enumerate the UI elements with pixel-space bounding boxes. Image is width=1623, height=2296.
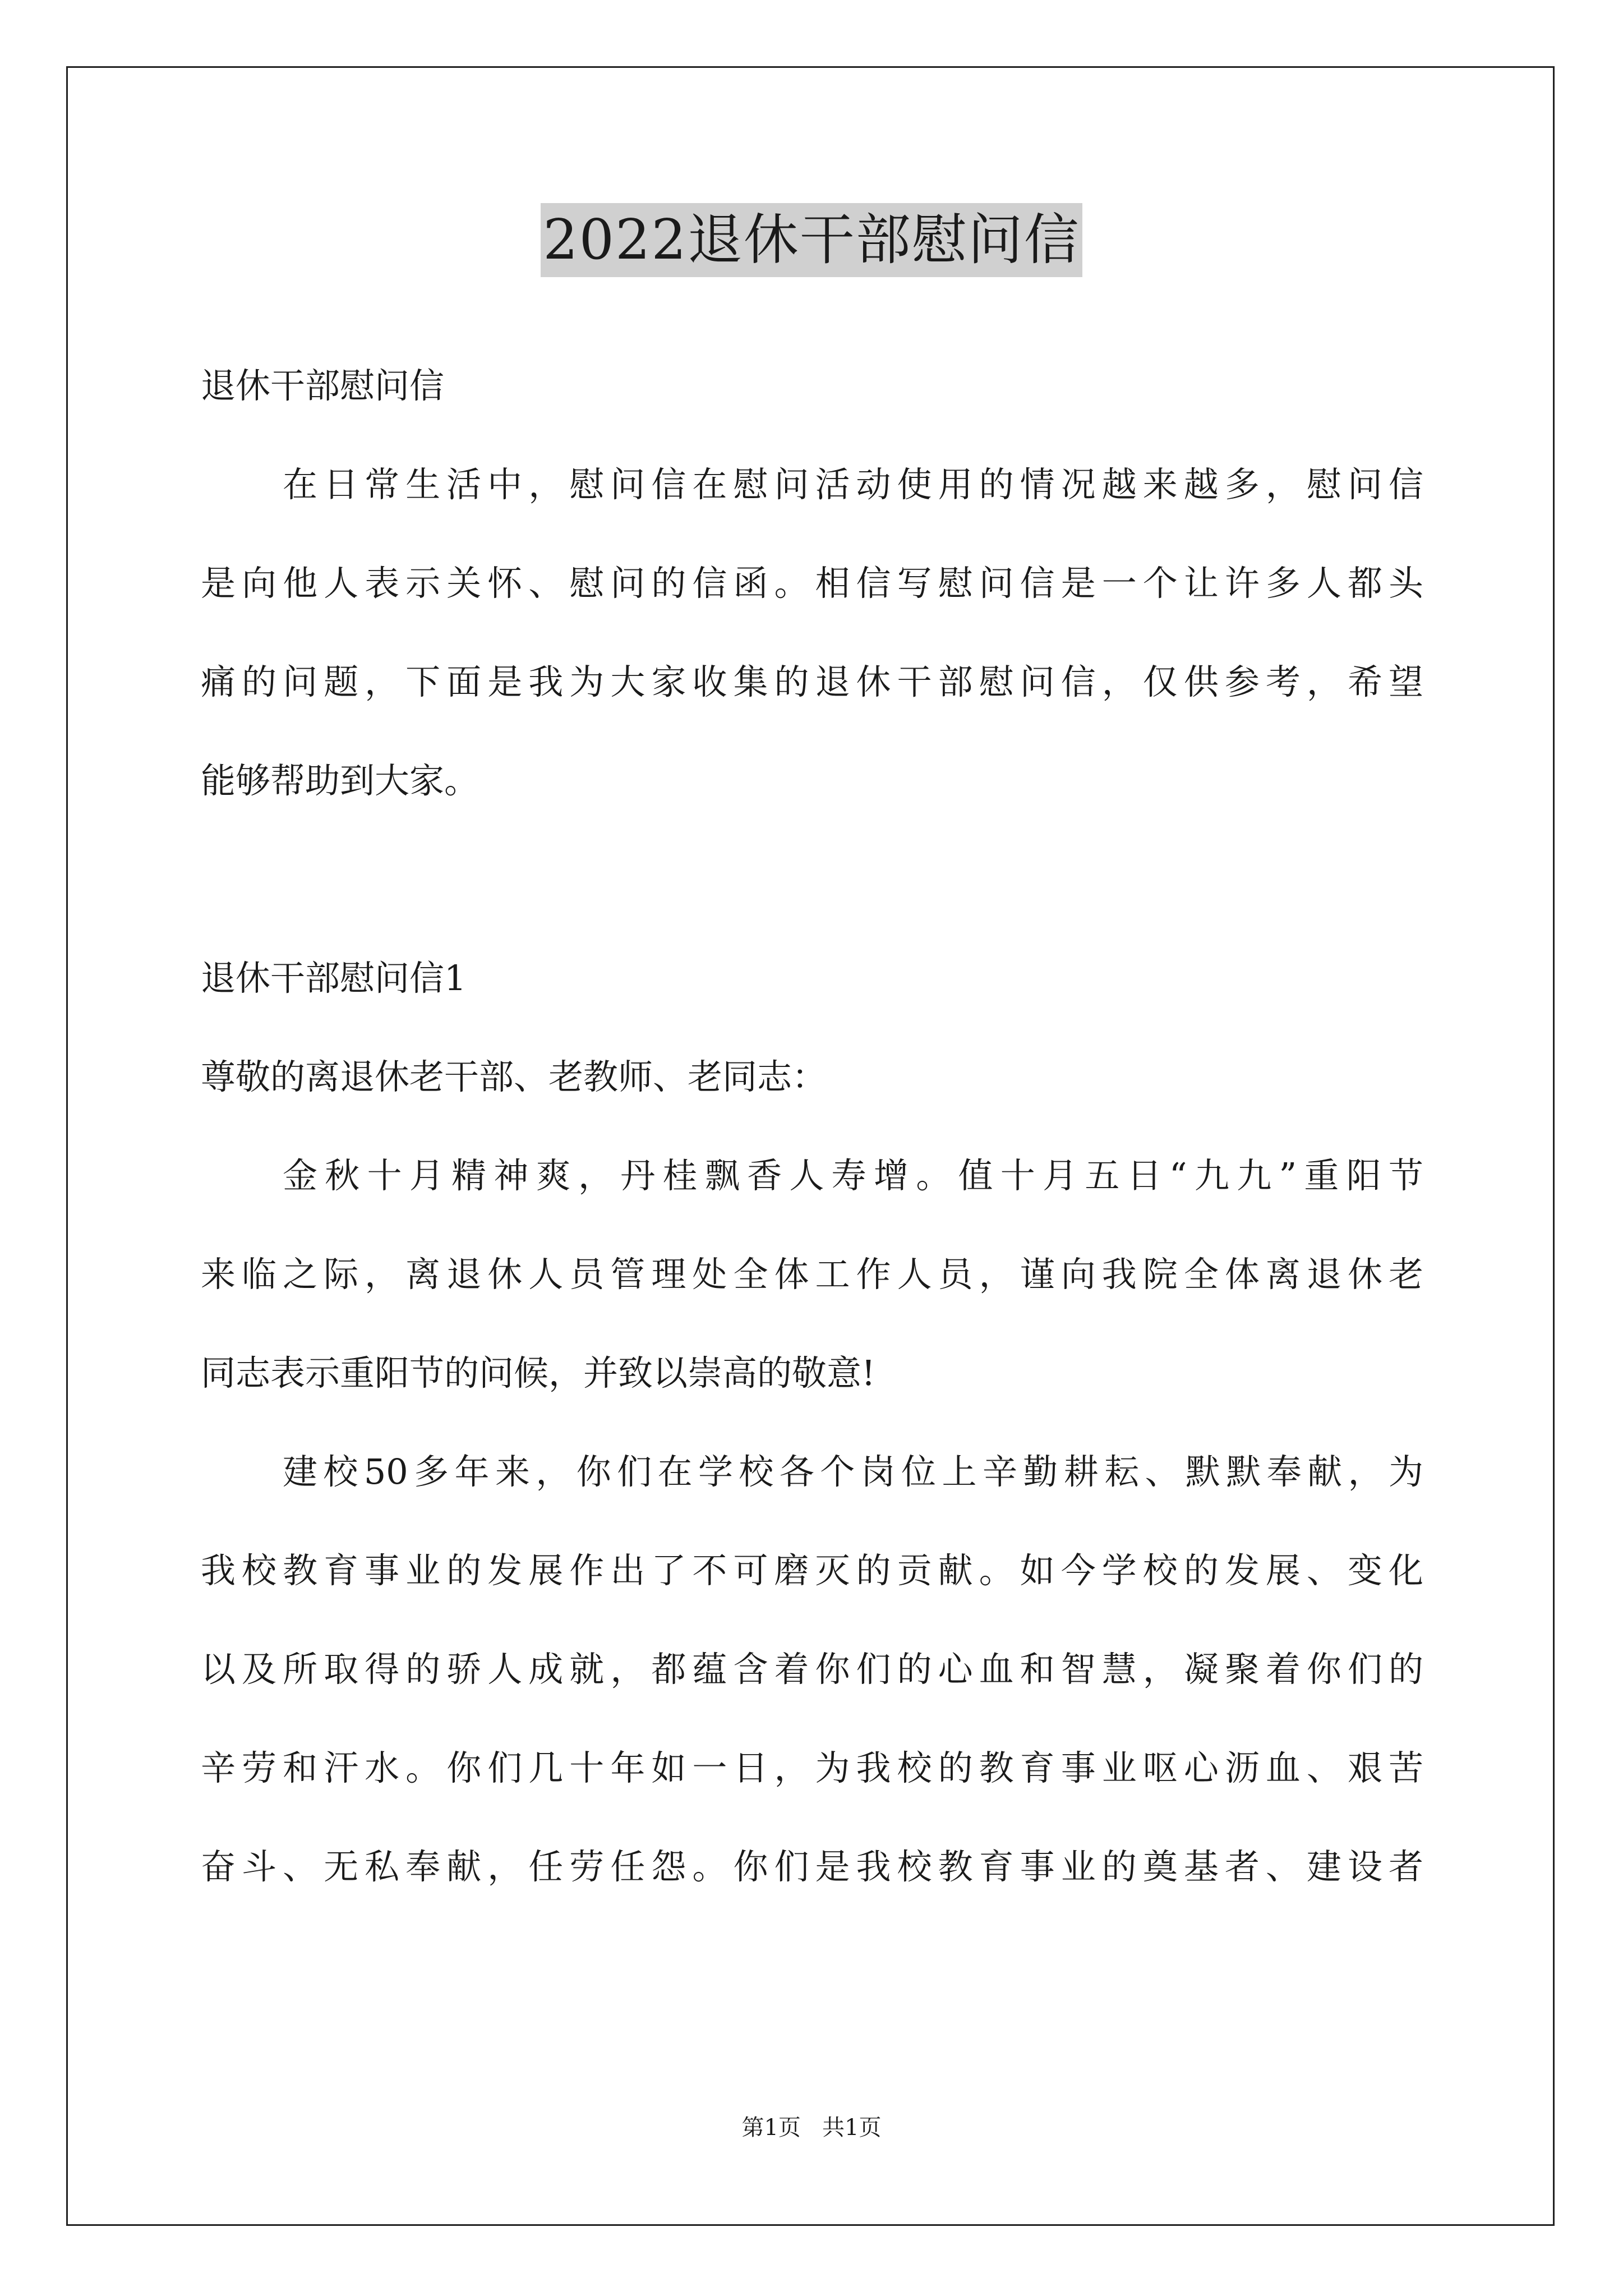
intro-line: 痛的问题，下面是我为大家收集的退休干部慰问信，仅供参考，希望 — [201, 661, 1423, 702]
paragraph-line: 来临之际，离退休人员管理处全体工作人员，谨向我院全体离退休老 — [201, 1254, 1423, 1295]
document-body — [201, 337, 1423, 1916]
letter-salutation: 尊敬的离退休老干部、老教师、老同志： — [201, 1056, 827, 1097]
paragraph-line: 建校50多年来，你们在学校各个岗位上辛勤耕耘、默默奉献，为 — [283, 1451, 1423, 1492]
intro-line: 是向他人表示关怀、慰问的信函。相信写慰问信是一个让许多人都头 — [201, 563, 1423, 604]
document-title — [0, 203, 1623, 277]
paragraph-line: 辛劳和汗水。你们几十年如一日，为我校的教育事业呕心沥血、艰苦 — [201, 1747, 1423, 1788]
paragraph-line: 奋斗、无私奉献，任劳任怨。你们是我校教育事业的奠基者、建设者 — [201, 1846, 1423, 1887]
paragraph-line: 同志表示重阳节的问候，并致以崇高的敬意! — [201, 1352, 875, 1393]
page-footer: 第1页 共1页 — [741, 2115, 882, 2141]
intro-line: 能够帮助到大家。 — [201, 760, 479, 801]
letter-heading: 退休干部慰问信1 — [201, 958, 467, 999]
document-title-text: 2022退休干部慰问信 — [541, 203, 1082, 277]
paragraph-line: 以及所取得的骄人成就，都蕴含着你们的心血和智慧，凝聚着你们的 — [201, 1649, 1423, 1690]
blank-line — [201, 830, 1423, 929]
paragraph-line: 金秋十月精神爽，丹桂飘香人寿增。值十月五日“九九”重阳节 — [283, 1155, 1423, 1196]
section-heading: 退休干部慰问信 — [201, 365, 445, 406]
paragraph-line: 我校教育事业的发展作出了不可磨灭的贡献。如今学校的发展、变化 — [201, 1550, 1423, 1591]
intro-line: 在日常生活中，慰问信在慰问活动使用的情况越来越多，慰问信 — [283, 464, 1423, 505]
